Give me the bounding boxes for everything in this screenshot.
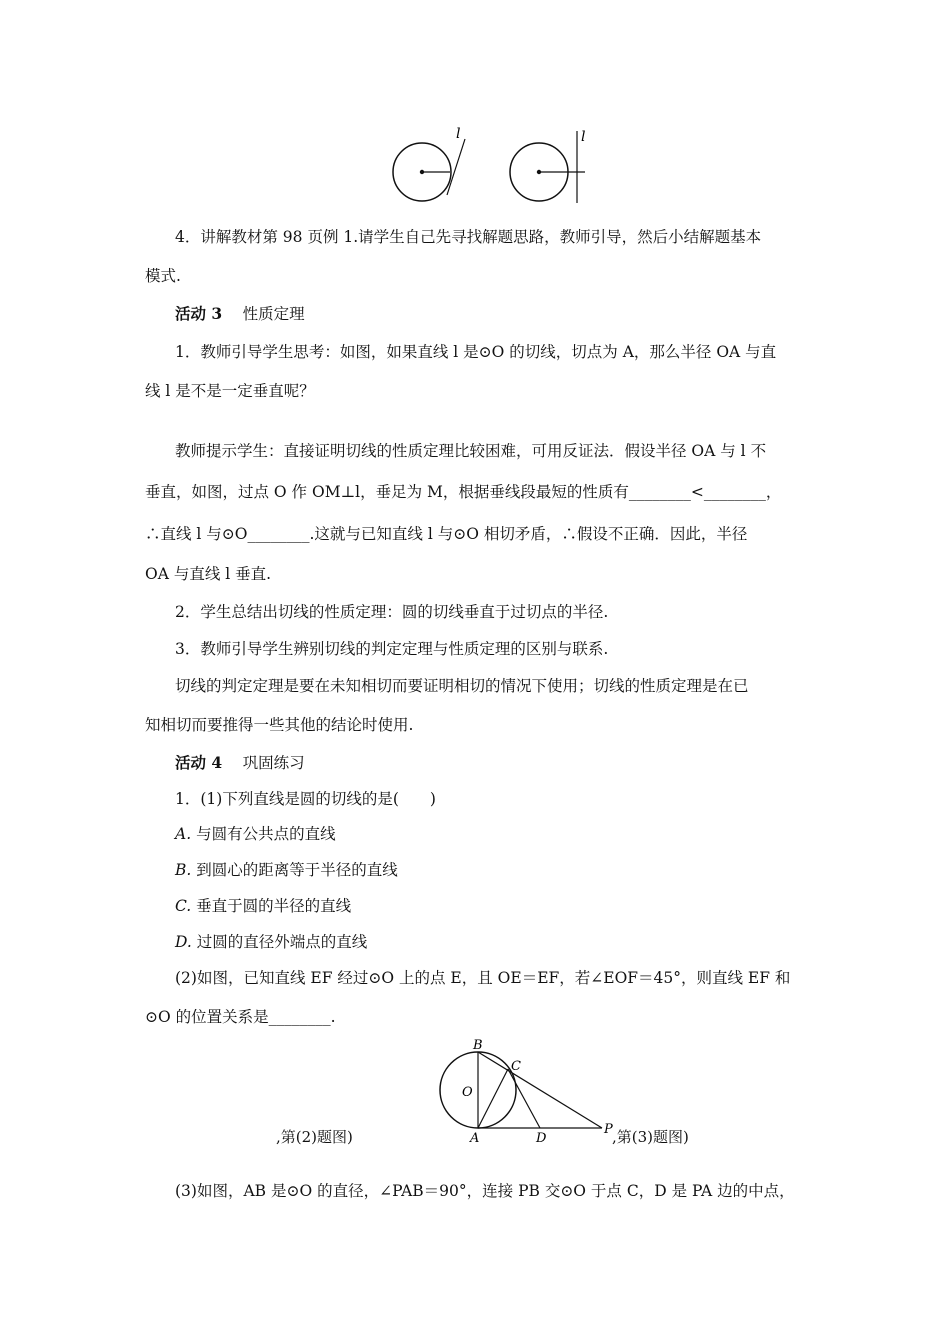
p4-line2: 模式.	[145, 267, 181, 285]
label-d: D	[536, 1131, 547, 1146]
label-l-right: l	[581, 129, 586, 145]
option-text: 到圆心的距离等于半径的直线	[196, 861, 398, 879]
activity3-num: 活动 3	[175, 304, 223, 323]
q1-option-a	[175, 824, 336, 844]
p4-line1: 4．讲解教材第 98 页例 1.请学生自己先寻找解题思路，教师引导，然后小结解题基本	[175, 228, 762, 246]
label-l-left: l	[456, 126, 461, 142]
activity3-title: 性质定理	[242, 305, 305, 323]
summary-line2: 知相切而要推得一些其他的结论时使用.	[145, 716, 414, 734]
tangent-figures	[385, 125, 595, 205]
caption-q2: ,第(2)题图)	[276, 1128, 353, 1146]
option-letter: C.	[175, 897, 192, 915]
hint-line1: 教师提示学生：直接证明切线的性质定理比较困难，可用反证法．假设半径 OA 与 l 不	[175, 442, 767, 460]
label-b: B	[473, 1038, 483, 1053]
a3-q2: 2．学生总结出切线的性质定理：圆的切线垂直于过切点的半径.	[175, 603, 609, 621]
hint-line3: ∴直线 l 与⊙O________.这就与已知直线 l 与⊙O 相切矛盾，∴假设不正确．因此，半径	[145, 525, 748, 543]
caption-q3: ,第(3)题图)	[612, 1128, 689, 1146]
line-l-left	[447, 139, 465, 195]
hint-line4: OA 与直线 l 垂直.	[145, 565, 272, 583]
label-c: C	[511, 1059, 521, 1074]
option-letter: B.	[175, 861, 192, 879]
activity4-heading	[175, 753, 305, 773]
q1-option-b	[175, 860, 398, 880]
segment-bp	[478, 1052, 602, 1128]
activity4-num: 活动 4	[175, 753, 223, 772]
option-text: 垂直于圆的半径的直线	[196, 897, 352, 915]
summary-line1: 切线的判定定理是要在未知相切而要证明相切的情况下使用；切线的性质定理是在已	[175, 677, 749, 695]
activity4-title: 巩固练习	[242, 754, 305, 772]
a3-q1-line1: 1．教师引导学生思考：如图，如果直线 l 是⊙O 的切线，切点为 A，那么半径 OA 与直	[175, 343, 777, 361]
label-a: A	[470, 1131, 480, 1146]
label-p: P	[604, 1122, 613, 1137]
q2-line1: (2)如图，已知直线 EF 经过⊙O 上的点 E，且 OE＝EF，若∠EOF＝45°，则直线 EF 和	[175, 969, 791, 987]
a3-q3: 3．教师引导学生辨别切线的判定定理与性质定理的区别与联系.	[175, 640, 609, 658]
label-o: O	[462, 1085, 473, 1100]
q1-option-d	[175, 932, 367, 952]
q2-line2: ⊙O 的位置关系是________.	[145, 1008, 336, 1026]
activity3-heading	[175, 304, 305, 324]
option-letter: D.	[175, 933, 192, 951]
option-letter: A.	[175, 825, 192, 843]
circle-tangent-figure	[430, 1038, 630, 1148]
q1-option-c	[175, 896, 351, 916]
q1-stem: 1．(1)下列直线是圆的切线的是( )	[175, 790, 436, 808]
hint-line2: 垂直，如图，过点 O 作 OM⊥l，垂足为 M，根据垂线段最短的性质有________<________，	[145, 483, 782, 501]
option-text: 与圆有公共点的直线	[196, 825, 336, 843]
a3-q1-line2: 线 l 是不是一定垂直呢？	[145, 382, 315, 400]
segment-cd	[508, 1069, 540, 1128]
option-text: 过圆的直径外端点的直线	[196, 933, 368, 951]
q3-line1: (3)如图，AB 是⊙O 的直径，∠PAB＝90°，连接 PB 交⊙O 于点 C，D 是 PA 边的中点，	[175, 1182, 795, 1200]
